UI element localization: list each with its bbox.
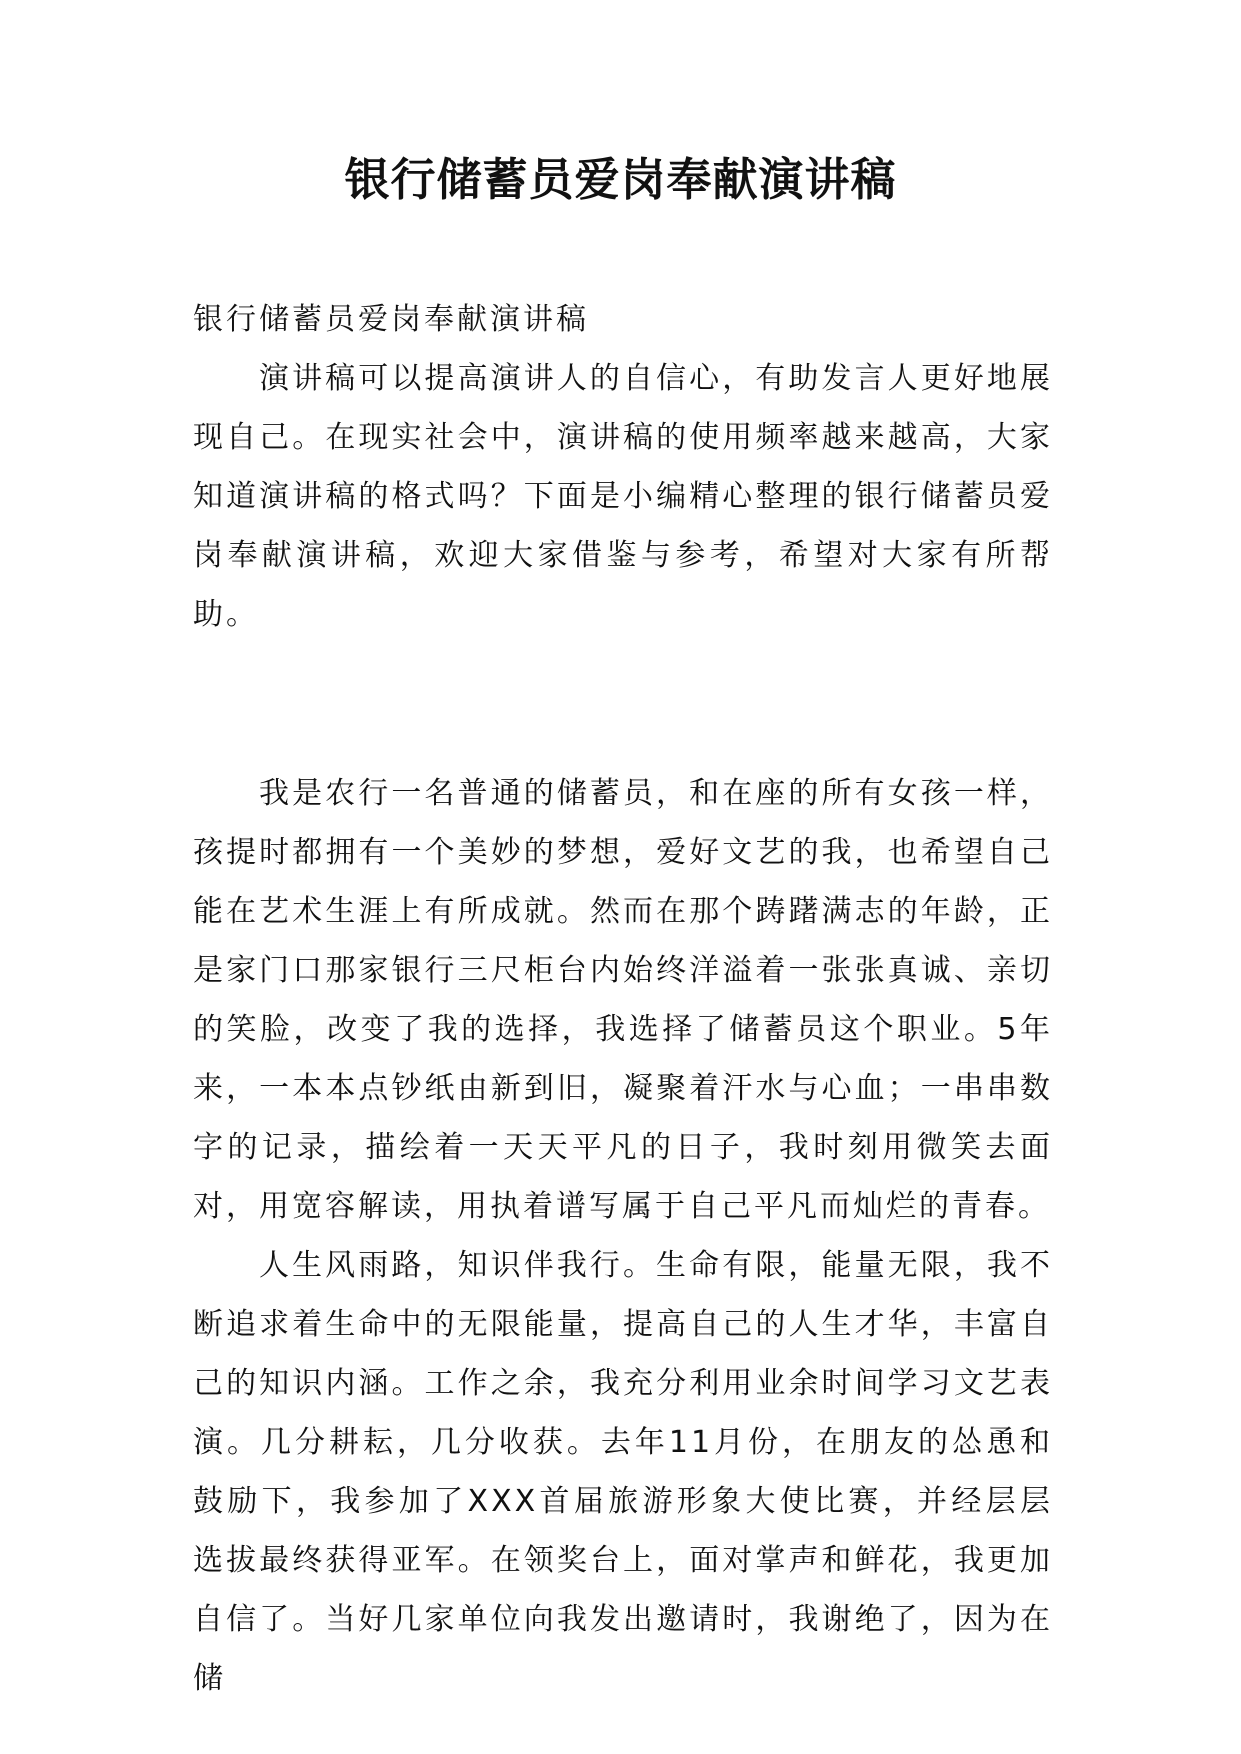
document-body bbox=[193, 290, 1053, 1708]
paragraph-spacer bbox=[193, 644, 1053, 764]
body-paragraph: 我是农行一名普通的储蓄员，和在座的所有女孩一样，孩提时都拥有一个美妙的梦想，爱好文艺的我，也希望自己能在艺术生涯上有所成就。然而在那个踌躇满志的年龄，正是家门口那家银行三尺柜台内始终洋溢着一张张真诚、亲切的笑脸，改变了我的选择，我选择了储蓄员这个职业。5年来，一本本点钞纸由新到旧，凝聚着汗水与心血；一串串数字的记录，描绘着一天天平凡的日子，我时刻用微笑去面对，用宽容解读，用执着谱写属于自己平凡而灿烂的青春。 bbox=[193, 776, 1053, 1224]
body-paragraph: 人生风雨路，知识伴我行。生命有限，能量无限，我不断追求着生命中的无限能量，提高自己的人生才华，丰富自己的知识内涵。工作之余，我充分利用业余时间学习文艺表演。几分耕耘，几分收获。去年11月份，在朋友的怂恿和鼓励下，我参加了XXX首届旅游形象大使比赛，并经层层选拔最终获得亚军。在领奖台上，面对掌声和鲜花，我更加自信了。当好几家单位向我发出邀请时，我谢绝了，因为在储 bbox=[193, 1248, 1053, 1696]
document-title: 银行储蓄员爱岗奉献演讲稿 bbox=[344, 153, 897, 206]
document-subtitle: 银行储蓄员爱岗奉献演讲稿 bbox=[193, 302, 589, 337]
intro-paragraph: 演讲稿可以提高演讲人的自信心，有助发言人更好地展现自己。在现实社会中，演讲稿的使用频率越来越高，大家知道演讲稿的格式吗？下面是小编精心整理的银行储蓄员爱岗奉献演讲稿，欢迎大家借鉴与参考，希望对大家有所帮助。 bbox=[193, 361, 1053, 632]
